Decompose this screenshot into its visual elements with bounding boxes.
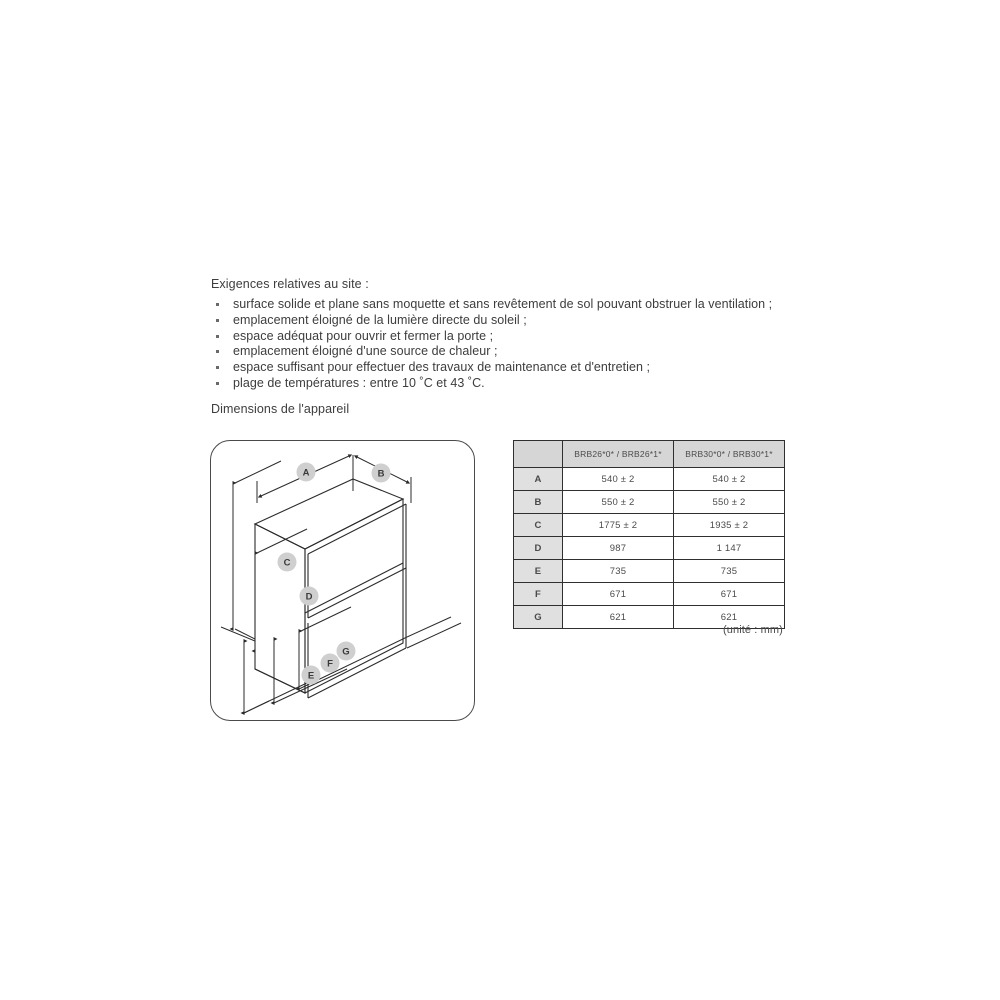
table-cell-value: 671 <box>563 583 674 606</box>
site-requirements-list <box>211 297 791 392</box>
bullet-icon <box>216 366 219 369</box>
table-cell-value: 1 147 <box>674 537 785 560</box>
dimension-label-c <box>278 553 297 572</box>
list-item <box>211 376 791 392</box>
table-row-label: F <box>514 583 563 606</box>
list-item-label: espace suffisant pour effectuer des travaux de maintenance et d'entretien ; <box>233 360 651 375</box>
list-item <box>211 360 791 376</box>
dimension-label-d <box>300 587 319 606</box>
table-row <box>514 491 785 514</box>
dimension-label-b <box>372 464 391 483</box>
bullet-icon <box>216 319 219 322</box>
table-cell-value: 1935 ± 2 <box>674 514 785 537</box>
appliance-diagram-panel <box>210 440 475 721</box>
bullet-icon <box>216 350 219 353</box>
table-column-header-model-1: BRB26*0* / BRB26*1* <box>563 441 674 468</box>
table-row-label: E <box>514 560 563 583</box>
list-item-label: emplacement éloigné de la lumière directe du soleil ; <box>233 312 527 327</box>
refrigerator-isometric-drawing <box>211 441 474 720</box>
list-item-label: emplacement éloigné d'une source de chaleur ; <box>233 344 498 359</box>
unit-note: (unité : mm) <box>723 624 783 636</box>
table-cell-value: 735 <box>674 560 785 583</box>
table-row <box>514 560 785 583</box>
table-cell-value: 540 ± 2 <box>563 468 674 491</box>
table-row-label: B <box>514 491 563 514</box>
dimension-label-f <box>321 654 340 673</box>
table-row-label: G <box>514 606 563 629</box>
table-row <box>514 468 785 491</box>
list-item <box>211 344 791 360</box>
table-cell-value: 671 <box>674 583 785 606</box>
table-row <box>514 514 785 537</box>
dimensions-section-heading: Dimensions de l'appareil <box>211 402 350 416</box>
table-row <box>514 583 785 606</box>
list-item <box>211 297 791 313</box>
table-column-header-model-2: BRB30*0* / BRB30*1* <box>674 441 785 468</box>
table-header-row <box>514 441 785 468</box>
table-cell-value: 1775 ± 2 <box>563 514 674 537</box>
dimensions-table <box>513 440 785 629</box>
site-requirements-title: Exigences relatives au site : <box>211 277 369 291</box>
table-body <box>514 468 785 629</box>
dimension-label-b-text: B <box>377 468 385 480</box>
bullet-icon <box>216 335 219 338</box>
table-cell-value: 621 <box>674 606 785 629</box>
table-cell-value: 550 ± 2 <box>674 491 785 514</box>
dimension-label-g-text: G <box>342 646 350 658</box>
dimension-label-e-text: E <box>307 670 315 682</box>
table-cell-value: 550 ± 2 <box>563 491 674 514</box>
table-cell-value: 987 <box>563 537 674 560</box>
table-row-label: D <box>514 537 563 560</box>
bullet-icon <box>216 382 219 385</box>
table-corner-cell <box>514 441 563 468</box>
bullet-icon <box>216 303 219 306</box>
list-item <box>211 313 791 329</box>
table-row-label: A <box>514 468 563 491</box>
table-row-label: C <box>514 514 563 537</box>
dimension-label-a <box>297 463 316 482</box>
table-cell-value: 540 ± 2 <box>674 468 785 491</box>
dimension-label-g <box>337 642 356 661</box>
list-item-label: espace adéquat pour ouvrir et fermer la porte ; <box>233 328 494 343</box>
dimension-label-c-text: C <box>283 557 291 569</box>
dimension-label-e <box>302 666 321 685</box>
list-item-label: surface solide et plane sans moquette et sans revêtement de sol pouvant obstruer la ventilation ; <box>233 297 773 311</box>
table-cell-value: 621 <box>563 606 674 629</box>
dimension-label-d-text: D <box>305 591 313 603</box>
list-item <box>211 329 791 345</box>
dimension-label-a-text: A <box>302 467 310 479</box>
dimension-label-f-text: F <box>327 658 333 670</box>
table-header <box>514 441 785 468</box>
site-requirements-block <box>211 276 791 392</box>
table-cell-value: 735 <box>563 560 674 583</box>
table-row <box>514 537 785 560</box>
list-item-label: plage de températures : entre 10 ˚C et 43 ˚C. <box>233 375 485 390</box>
